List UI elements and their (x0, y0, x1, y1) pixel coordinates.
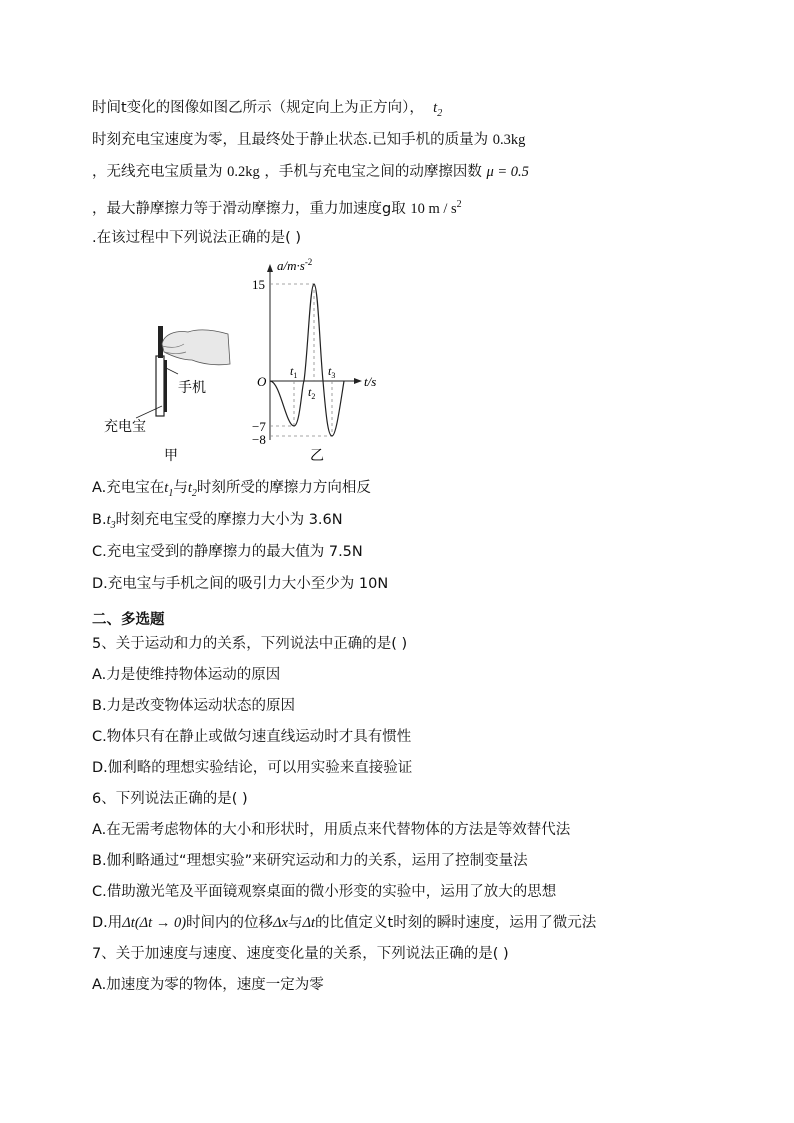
tick-neg8: −8 (252, 432, 266, 447)
tick-neg7: −7 (252, 419, 266, 434)
t2-symbol: $t_2$ (433, 100, 443, 119)
charger-label: 充电宝 (104, 419, 146, 435)
caption-jia: 甲 (164, 448, 178, 464)
y-axis-label: $a/m\cdot s^{-2}$ (277, 257, 313, 273)
q6-option-d: D.用Δt(Δt → 0)时间内的位移Δx与Δt的比值定义t时刻的瞬时速度，运用了微元法 (92, 915, 597, 931)
q5-option-c: C.物体只有在静止或做匀速直线运动时才具有惯性 (92, 729, 412, 745)
friction-coefficient: μ = 0.5 (486, 164, 529, 180)
q4-line-3 (92, 162, 529, 182)
q4-option-c: C.充电宝受到的静摩擦力的最大值为 7.5N (92, 544, 363, 560)
q4-line-5 (92, 228, 301, 248)
gravity-value: 10 m / $s^2$ (410, 199, 462, 217)
section-multi-choice-title: 二、多选题 (92, 612, 165, 628)
q6-option-c: C.借助激光笔及平面镜观察桌面的微小形变的实验中，运用了放大的思想 (92, 884, 557, 900)
q6-option-b: B.伽利略通过“理想实验”来研究运动和力的关系，运用了控制变量法 (92, 853, 528, 869)
phone-leader (166, 368, 178, 374)
q4-line-2-text: 时刻充电宝速度为零，且最终处于静止状态.已知手机的质量为 (92, 132, 489, 148)
charger-mass: 0.2kg (227, 164, 260, 180)
q5-option-a: A.力是使维持物体运动的原因 (92, 667, 281, 683)
q7-option-a: A.加速度为零的物体，速度一定为零 (92, 977, 324, 993)
figure-svg (92, 256, 412, 468)
t3-label: $t_3$ (328, 364, 336, 380)
figure (92, 256, 412, 468)
q4-line-1-text: 时间t变化的图像如图乙所示（规定向上为正方向）， (92, 100, 424, 116)
q4-line-4 (92, 195, 462, 219)
q5-option-b: B.力是改变物体运动状态的原因 (92, 698, 296, 714)
q4-line-3-text-a: ，无线充电宝质量为 (92, 164, 223, 180)
x-axis-arrow (354, 378, 362, 384)
q4-option-b: $B.t_3$时刻充电宝受的摩擦力大小为 3.6N (92, 512, 343, 531)
q4-stem-end: .在该过程中下列说法正确的是( ) (92, 230, 302, 246)
y-axis-arrow (267, 264, 273, 272)
figure-jia (104, 326, 230, 464)
q4-line-4-text: ，最大静摩擦力等于滑动摩擦力，重力加速度g取 (92, 200, 406, 217)
x-axis-label: t/s (364, 374, 377, 389)
q5-option-d: D.伽利略的理想实验结论，可以用实验来直接验证 (92, 760, 413, 776)
charger-shape (164, 360, 167, 412)
q4-line-1 (92, 98, 442, 124)
figure-yi-chart (252, 257, 376, 464)
phone-label: 手机 (178, 380, 206, 396)
q4-line-2 (92, 130, 525, 150)
q4-option-d: D.充电宝与手机之间的吸引力大小至少为 10N (92, 576, 389, 592)
phone-mass: 0.3kg (492, 132, 526, 148)
q4-option-a: A.充电宝在$t_1$与$t_2$时刻所受的摩擦力方向相反 (92, 480, 371, 499)
t2-label: $t_2$ (308, 385, 316, 401)
q6-option-a: A.在无需考虑物体的大小和形状时，用质点来代替物体的方法是等效替代法 (92, 822, 571, 838)
acceleration-curve (270, 284, 344, 436)
caption-yi: 乙 (310, 448, 324, 464)
q7-stem: 7、关于加速度与速度、速度变化量的关系，下列说法正确的是( ) (92, 946, 509, 962)
q5-stem: 5、关于运动和力的关系，下列说法中正确的是( ) (92, 636, 408, 652)
origin-label: O (257, 374, 267, 389)
q4-line-3-text-b: ，手机与充电宝之间的动摩擦因数 (264, 164, 482, 180)
t1-label: $t_1$ (290, 364, 298, 380)
q6-stem: 6、下列说法正确的是( ) (92, 791, 248, 807)
tick-15: 15 (252, 277, 265, 292)
